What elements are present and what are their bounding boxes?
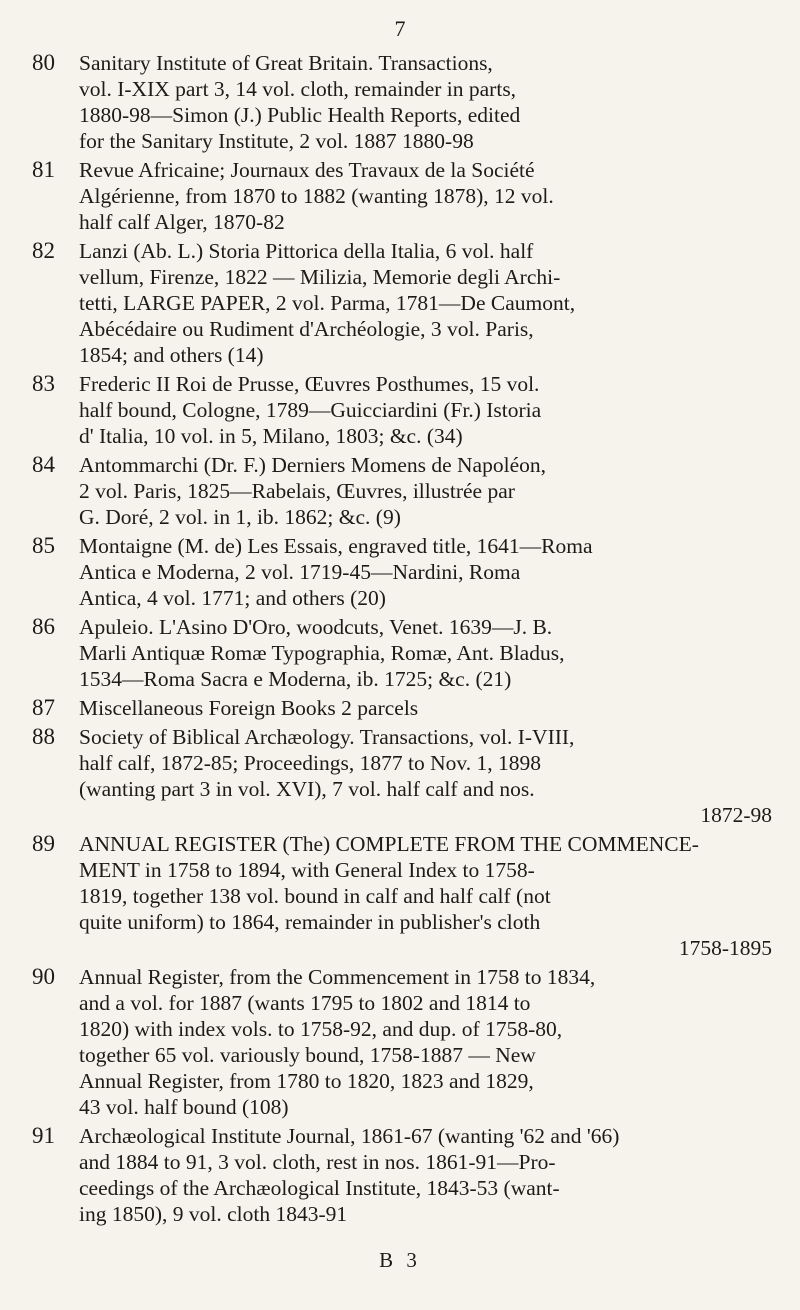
signature-mark: B 3 [379, 1248, 421, 1272]
lot-description-line: and a vol. for 1887 (wants 1795 to 1802 and 1814 to [79, 991, 531, 1015]
lot-entry [32, 371, 772, 449]
lot-description-line: 1880-98—Simon (J.) Public Health Reports, edited [79, 103, 521, 127]
lot-description-line: Lanzi (Ab. L.) Storia Pittorica della Italia, 6 vol. half [79, 239, 534, 263]
lot-number: 85 [32, 533, 55, 558]
lot-description-line: Marli Antiquæ Romæ Typographia, Romæ, Ant. Bladus, [79, 641, 565, 665]
lot-description-line: tetti, LARGE PAPER, 2 vol. Parma, 1781—De Caumont, [79, 291, 576, 315]
lot-description-line: Algérienne, from 1870 to 1882 (wanting 1878), 12 vol. [79, 184, 554, 208]
lot-description-line: vellum, Firenze, 1822 — Milizia, Memorie degli Archi- [79, 265, 561, 289]
lot-number: 87 [32, 695, 55, 720]
lot-description-line: quite uniform) to 1864, remainder in publisher's cloth [79, 910, 541, 934]
lot-description-line: (wanting part 3 in vol. XVI), 7 vol. half calf and nos. [79, 777, 535, 801]
lot-description-line: 1854; and others (14) [79, 343, 264, 367]
lot-number: 81 [32, 157, 55, 182]
lot-description-line: MENT in 1758 to 1894, with General Index to 1758- [79, 858, 535, 882]
lot-description-line: 1820) with index vols. to 1758-92, and dup. of 1758-80, [79, 1017, 563, 1041]
lot-description-line: G. Doré, 2 vol. in 1, ib. 1862; &c. (9) [79, 505, 401, 529]
lot-description-line: 1872-98 [700, 803, 772, 827]
lot-description-line: together 65 vol. variously bound, 1758-1887 — New [79, 1043, 536, 1067]
lot-description-line: vol. I-XIX part 3, 14 vol. cloth, remainder in parts, [79, 77, 517, 101]
lot-description-line: ceedings of the Archæological Institute, 1843-53 (want- [79, 1176, 560, 1200]
lot-description-line: 1534—Roma Sacra e Moderna, ib. 1725; &c. (21) [79, 667, 512, 691]
lot-description-line: Frederic II Roi de Prusse, Œuvres Posthumes, 15 vol. [79, 372, 540, 396]
lot-entry [32, 724, 772, 828]
lot-description-line: Annual Register, from 1780 to 1820, 1823 and 1829, [79, 1069, 534, 1093]
lot-entry [32, 157, 772, 235]
lot-description-line: 1758-1895 [678, 936, 772, 960]
lot-number: 83 [32, 371, 55, 396]
lot-description-line: Antommarchi (Dr. F.) Derniers Momens de Napoléon, [79, 453, 546, 477]
lot-description-line: Abécédaire ou Rudiment d'Archéologie, 3 vol. Paris, [79, 317, 534, 341]
lot-description-line: and 1884 to 91, 3 vol. cloth, rest in nos. 1861-91—Pro- [79, 1150, 556, 1174]
lot-entry [32, 695, 772, 721]
lot-description-line: half calf Alger, 1870-82 [79, 210, 285, 234]
lot-description-line: Apuleio. L'Asino D'Oro, woodcuts, Venet. 1639—J. B. [79, 615, 553, 639]
lot-description-line: 43 vol. half bound (108) [79, 1095, 289, 1119]
lot-number: 80 [32, 50, 55, 75]
lot-number: 91 [32, 1123, 55, 1148]
lot-entry [32, 831, 772, 961]
lot-entry [32, 50, 772, 154]
lot-entry [32, 614, 772, 692]
lot-description-line: Antica e Moderna, 2 vol. 1719-45—Nardini, Roma [79, 560, 521, 584]
lot-entry [32, 964, 772, 1120]
lot-description-line: half bound, Cologne, 1789—Guicciardini (Fr.) Istoria [79, 398, 542, 422]
lot-description-line: ANNUAL REGISTER (The) COMPLETE FROM THE COMMENCE- [79, 832, 699, 856]
lot-description-line: Revue Africaine; Journaux des Travaux de la Société [79, 158, 535, 182]
lot-number: 82 [32, 238, 55, 263]
page-number: 7 [394, 16, 406, 41]
lot-number: 90 [32, 964, 55, 989]
lot-entry [32, 1123, 772, 1227]
lot-entry [32, 533, 772, 611]
lot-description-line: Antica, 4 vol. 1771; and others (20) [79, 586, 386, 610]
lot-description-line: Archæological Institute Journal, 1861-67 (wanting '62 and '66) [79, 1124, 620, 1148]
lot-entry [32, 452, 772, 530]
lot-description-line: d' Italia, 10 vol. in 5, Milano, 1803; &c. (34) [79, 424, 463, 448]
lot-description-line: half calf, 1872-85; Proceedings, 1877 to Nov. 1, 1898 [79, 751, 541, 775]
lot-description-line: Society of Biblical Archæology. Transactions, vol. I-VIII, [79, 725, 575, 749]
lot-description-line: 2 vol. Paris, 1825—Rabelais, Œuvres, illustrée par [79, 479, 515, 503]
lot-description-line: ing 1850), 9 vol. cloth 1843-91 [79, 1202, 348, 1226]
lot-description-line: Annual Register, from the Commencement in 1758 to 1834, [79, 965, 596, 989]
lot-number: 88 [32, 724, 55, 749]
lot-number: 84 [32, 452, 55, 477]
lot-list [32, 50, 772, 1230]
lot-number: 89 [32, 831, 55, 856]
lot-description-line: Miscellaneous Foreign Books 2 parcels [79, 696, 419, 720]
lot-description-line: Montaigne (M. de) Les Essais, engraved title, 1641—Roma [79, 534, 593, 558]
lot-description-line: Sanitary Institute of Great Britain. Transactions, [79, 51, 493, 75]
lot-description-line: 1819, together 138 vol. bound in calf and half calf (not [79, 884, 551, 908]
lot-description-line: for the Sanitary Institute, 2 vol. 1887 1880-98 [79, 129, 474, 153]
lot-number: 86 [32, 614, 55, 639]
lot-entry [32, 238, 772, 368]
